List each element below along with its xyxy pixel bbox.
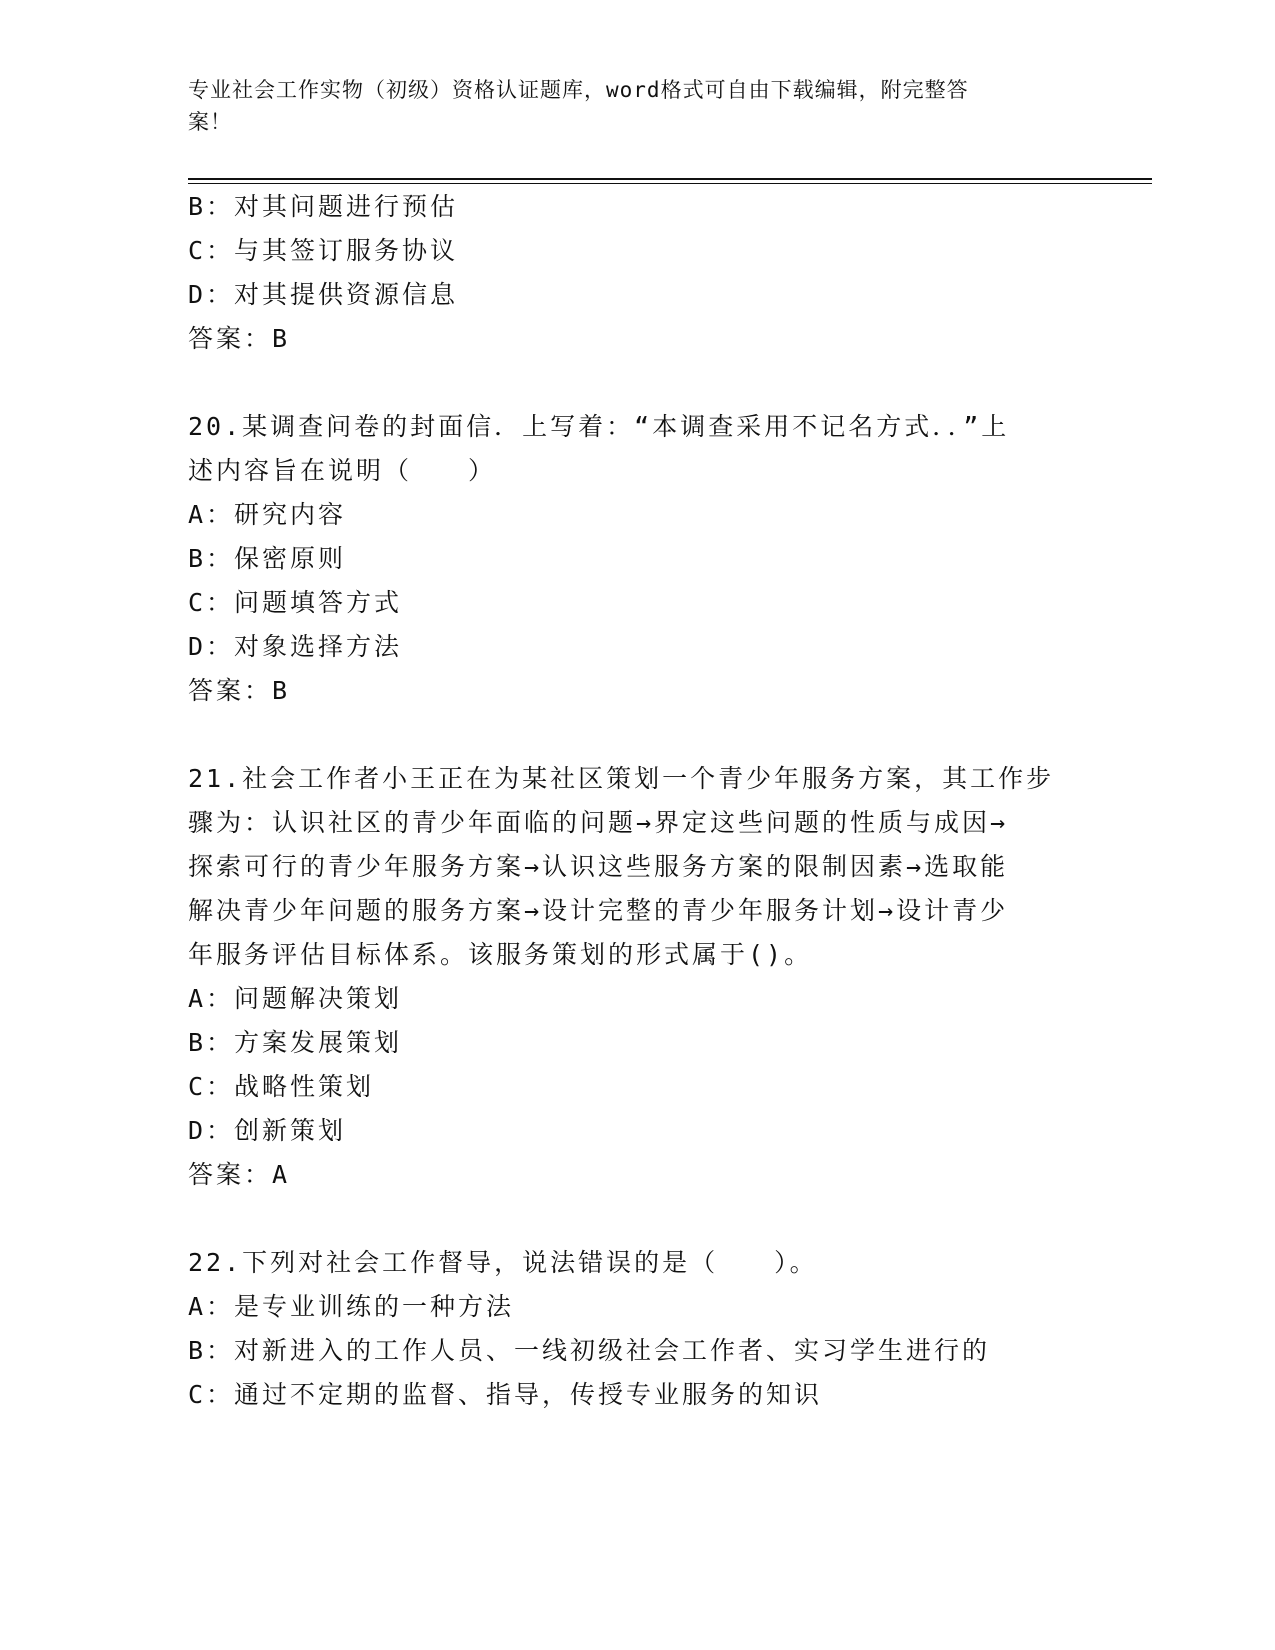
option-b: B：对新进入的工作人员、一线初级社会工作者、实习学生进行的 bbox=[188, 1336, 991, 1365]
header-line-2: 案！ bbox=[188, 110, 232, 134]
option-b: B：对其问题进行预估 bbox=[188, 192, 459, 221]
question-text: 骤为：认识社区的青少年面临的问题→界定这些问题的性质与成因→ bbox=[188, 808, 1009, 837]
header-line-1: 专业社会工作实物（初级）资格认证题库，word格式可自由下载编辑，附完整答 bbox=[188, 78, 969, 102]
option-d: D：创新策划 bbox=[188, 1116, 347, 1145]
header-divider-thick bbox=[188, 178, 1152, 180]
question-text: 22.下列对社会工作督导，说法错误的是（ ）。 bbox=[188, 1248, 818, 1277]
question-text: 21.社会工作者小王正在为某社区策划一个青少年服务方案，其工作步 bbox=[188, 764, 1055, 793]
option-d: D：对其提供资源信息 bbox=[188, 280, 459, 309]
option-c: C：通过不定期的监督、指导，传授专业服务的知识 bbox=[188, 1380, 823, 1409]
question-text: 解决青少年问题的服务方案→设计完整的青少年服务计划→设计青少 bbox=[188, 896, 1009, 925]
option-d: D：对象选择方法 bbox=[188, 632, 403, 661]
question-text: 述内容旨在说明（ ） bbox=[188, 456, 497, 485]
question-text: 探索可行的青少年服务方案→认识这些服务方案的限制因素→选取能 bbox=[188, 852, 1009, 881]
question-text: 20.某调查问卷的封面信．上写着：“本调查采用不记名方式．．”上 bbox=[188, 412, 1010, 441]
option-a: A：研究内容 bbox=[188, 500, 347, 529]
question-text: 年服务评估目标体系。该服务策划的形式属于()。 bbox=[188, 940, 813, 969]
page-header bbox=[188, 74, 1068, 138]
answer: 答案：B bbox=[188, 324, 291, 353]
answer: 答案：A bbox=[188, 1160, 291, 1189]
option-c: C：战略性策划 bbox=[188, 1072, 375, 1101]
header-divider-thin bbox=[188, 183, 1152, 184]
option-a: A：问题解决策划 bbox=[188, 984, 403, 1013]
option-b: B：方案发展策划 bbox=[188, 1028, 403, 1057]
answer: 答案：B bbox=[188, 676, 291, 705]
option-c: C：与其签订服务协议 bbox=[188, 236, 459, 265]
option-c: C：问题填答方式 bbox=[188, 588, 403, 617]
option-a: A：是专业训练的一种方法 bbox=[188, 1292, 515, 1321]
option-b: B：保密原则 bbox=[188, 544, 347, 573]
